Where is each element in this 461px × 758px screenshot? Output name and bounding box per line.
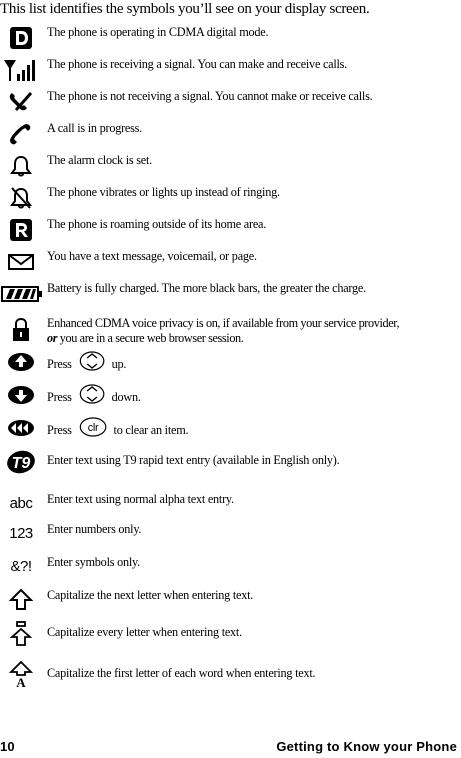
symbol-description: The phone is receiving a signal. You can make and receive calls. — [47, 57, 348, 71]
message-envelope-icon — [2, 248, 40, 276]
symbol-description: A call is in progress. — [47, 121, 142, 135]
symbol-description: Capitalize the first letter of each word when entering text. — [47, 666, 316, 680]
svg-text:T9: T9 — [11, 455, 31, 472]
symbol-description: Battery is fully charged. The more black bars, the greater the charge. — [47, 281, 366, 295]
symbol-description: Enter numbers only. — [47, 522, 142, 536]
capitalize-word-icon — [2, 660, 40, 688]
no-signal-icon — [2, 88, 40, 116]
chapter-title: Getting to Know your Phone — [276, 739, 457, 754]
symbol-description: Enter symbols only. — [47, 555, 140, 569]
direction-label: down. — [111, 389, 141, 404]
page-footer — [0, 739, 459, 757]
caps-lock-icon — [2, 620, 40, 648]
symbol-description: you are in a secure web browser session. — [57, 331, 244, 345]
shift-next-letter-icon — [2, 586, 40, 614]
abc-alpha-icon — [2, 490, 40, 518]
symbol-description: The phone is operating in CDMA digital mode. — [47, 25, 269, 39]
roaming-icon — [2, 216, 40, 244]
press-label: Press — [47, 389, 72, 404]
symbol-description: The alarm clock is set. — [47, 153, 152, 167]
symbol-description: The phone vibrates or lights up instead of ringing. — [47, 185, 280, 199]
clear-key-icon — [78, 416, 107, 442]
symbol-description: The phone is not receiving a signal. You cannot make or receive calls. — [47, 89, 373, 103]
alarm-bell-icon — [2, 152, 40, 180]
abc-glyph: abc — [9, 495, 33, 512]
vibrate-silent-icon — [2, 184, 40, 212]
clear-entry-icon — [2, 414, 40, 442]
navigation-key-icon — [78, 350, 105, 376]
symbols-entry-icon — [2, 553, 40, 581]
numeric-entry-icon — [2, 520, 40, 548]
scroll-down-icon — [2, 381, 40, 409]
symbol-description: The phone is roaming outside of its home area. — [47, 217, 267, 231]
clear-key-label: clr — [87, 421, 99, 435]
direction-label: up. — [111, 356, 127, 371]
symbol-description: Enhanced CDMA voice privacy is on, if available from your service provider, — [47, 316, 400, 330]
page-number: 10 — [0, 739, 15, 754]
t9-text-entry-icon — [2, 448, 40, 476]
or-emphasis: or — [47, 331, 58, 345]
call-in-progress-icon — [2, 120, 40, 148]
symbol-description: Enter text using normal alpha text entry. — [47, 492, 234, 506]
press-label: Press — [47, 356, 72, 371]
symbol-description: Capitalize the next letter when entering text. — [47, 588, 254, 602]
symbols-glyph: &?! — [10, 558, 32, 575]
intro-text: This list identifies the symbols you’ll see on your display screen. — [0, 1, 370, 17]
numeric-glyph: 123 — [9, 525, 33, 542]
capital-a-glyph: A — [16, 675, 26, 688]
symbol-description: Capitalize every letter when entering text. — [47, 625, 242, 639]
scroll-up-icon — [2, 348, 40, 376]
voice-privacy-lock-icon — [2, 316, 40, 344]
signal-strength-icon — [2, 56, 40, 84]
action-label: to clear an item. — [113, 422, 189, 437]
navigation-key-icon — [78, 383, 105, 409]
battery-icon — [0, 280, 44, 308]
symbol-description: You have a text message, voicemail, or page. — [47, 249, 257, 263]
symbol-description: Enter text using T9 rapid text entry (available in English only). — [47, 453, 340, 467]
cdma-digital-icon — [2, 24, 40, 52]
press-label: Press — [47, 422, 72, 437]
